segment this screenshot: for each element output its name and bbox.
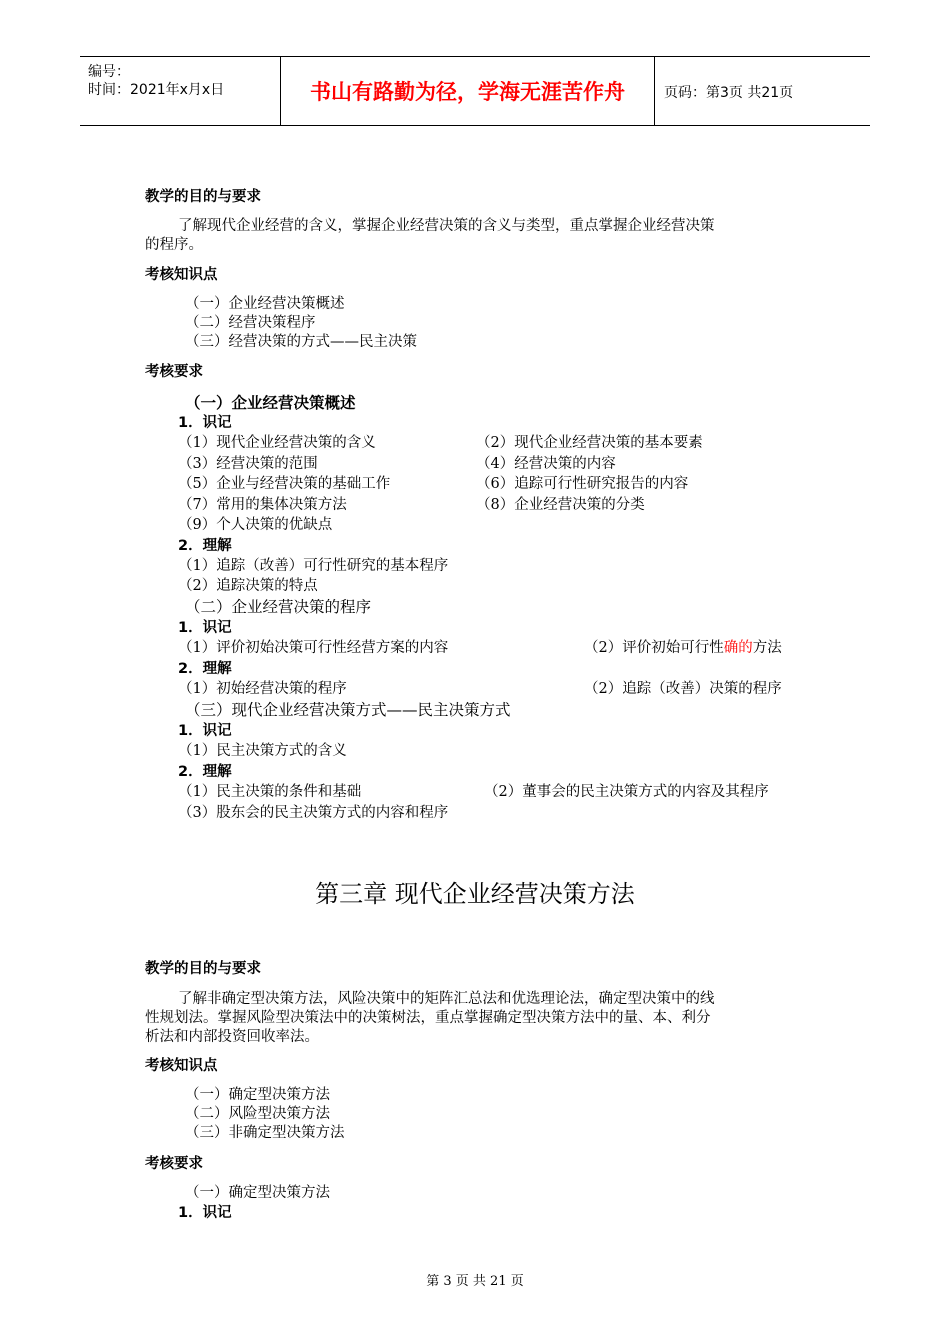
highlighted-text: 确的	[723, 640, 753, 656]
list-item: （7）常用的集体决策方法	[178, 497, 347, 513]
list-item: （3）经营决策的范围	[178, 456, 318, 472]
recall-heading: 1．识记	[178, 415, 232, 431]
knowledge-point-item: （二）风险型决策方法	[185, 1106, 330, 1122]
recall-heading: 1．识记	[178, 620, 232, 636]
subsection-title: （一）确定型决策方法	[185, 1185, 330, 1201]
understand-heading: 2．理解	[178, 764, 232, 780]
list-item: （1）评价初始决策可行性经营方案的内容	[178, 640, 449, 656]
list-item: （2）追踪决策的特点	[178, 578, 318, 594]
goals-text-line: 了解非确定型决策方法，风险决策中的矩阵汇总法和优选理论法，确定型决策中的线	[178, 991, 715, 1007]
list-item: （8）企业经营决策的分类	[476, 497, 645, 513]
understand-heading: 2．理解	[178, 538, 232, 554]
understand-heading: 2．理解	[178, 661, 232, 677]
requirements-heading: 考核要求	[145, 364, 203, 380]
header-meta-cell	[80, 57, 281, 125]
recall-heading: 1．识记	[178, 723, 232, 739]
list-item-text: 方法	[752, 640, 782, 656]
chapter-title: 第三章 现代企业经营决策方法	[315, 880, 635, 908]
list-item: （5）企业与经营决策的基础工作	[178, 476, 391, 492]
page-header	[80, 56, 870, 126]
list-item: （1）初始经营决策的程序	[178, 681, 347, 697]
knowledge-points-heading: 考核知识点	[145, 267, 218, 283]
list-item	[584, 639, 782, 657]
doc-number-label: 编号：	[88, 64, 130, 80]
header-motto: 书山有路勤为径，学海无涯苦作舟	[281, 57, 655, 125]
list-item: （2）现代企业经营决策的基本要素	[476, 435, 703, 451]
page-footer: 第 3 页 共 21 页	[426, 1274, 524, 1289]
subsection-title: （一）企业经营决策概述	[185, 394, 356, 412]
list-item: （1）现代企业经营决策的含义	[178, 435, 376, 451]
knowledge-point-item: （一）企业经营决策概述	[185, 296, 345, 312]
subsection-title: （二）企业经营决策的程序	[185, 598, 372, 616]
list-item: （1）民主决策的条件和基础	[178, 784, 362, 800]
list-item: （4）经营决策的内容	[476, 456, 616, 472]
goals-heading: 教学的目的与要求	[145, 961, 261, 977]
list-item: （9）个人决策的优缺点	[178, 517, 333, 533]
knowledge-point-item: （三）非确定型决策方法	[185, 1125, 345, 1141]
goals-text-line: 的程序。	[145, 237, 203, 253]
goals-text-line: 了解现代企业经营的含义，掌握企业经营决策的含义与类型，重点掌握企业经营决策	[178, 218, 715, 234]
knowledge-point-item: （三）经营决策的方式——民主决策	[185, 334, 417, 350]
goals-text-line: 性规划法。掌握风险型决策法中的决策树法，重点掌握确定型决策方法中的量、本、利分	[145, 1010, 711, 1026]
knowledge-points-heading: 考核知识点	[145, 1058, 218, 1074]
knowledge-point-item: （二）经营决策程序	[185, 315, 316, 331]
knowledge-point-item: （一）确定型决策方法	[185, 1087, 330, 1103]
goals-text-line: 析法和内部投资回收率法。	[145, 1029, 319, 1045]
requirements-heading: 考核要求	[145, 1156, 203, 1172]
doc-time-label: 时间：2021年x月x日	[88, 82, 225, 98]
header-page-info: 页码：第3页 共21页	[664, 85, 794, 101]
list-item: （6）追踪可行性研究报告的内容	[476, 476, 689, 492]
list-item-text: （2）评价初始可行性	[584, 640, 724, 656]
goals-heading: 教学的目的与要求	[145, 189, 261, 205]
list-item: （2）董事会的民主决策方式的内容及其程序	[484, 784, 769, 800]
recall-heading: 1．识记	[178, 1205, 232, 1221]
list-item: （1）追踪（改善）可行性研究的基本程序	[178, 558, 449, 574]
subsection-title: （三）现代企业经营决策方式——民主决策方式	[185, 701, 511, 719]
list-item: （2）追踪（改善）决策的程序	[584, 681, 782, 697]
list-item: （1）民主决策方式的含义	[178, 743, 347, 759]
list-item: （3）股东会的民主决策方式的内容和程序	[178, 805, 449, 821]
